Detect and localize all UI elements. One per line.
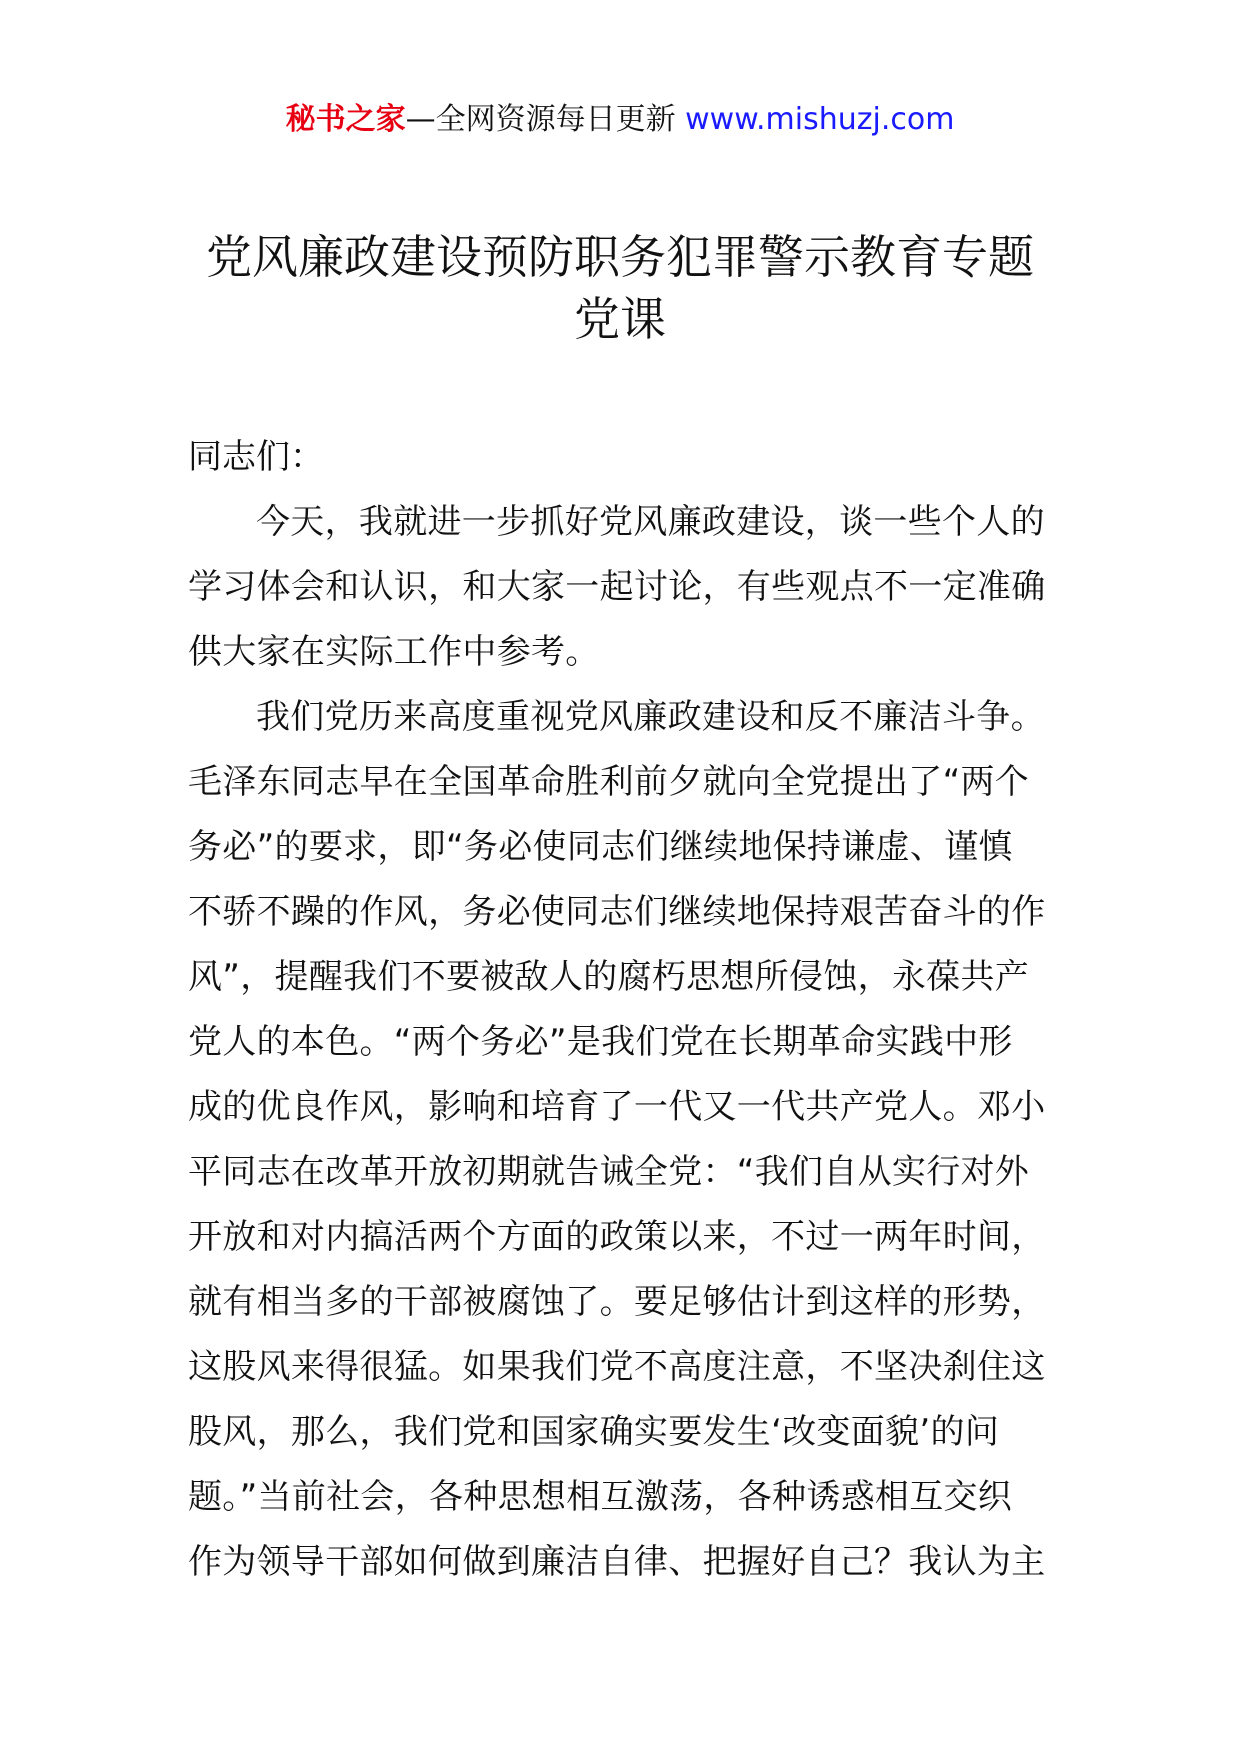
title-line-2: 党课 — [574, 292, 666, 346]
paragraph-line: 题。”当前社会，各种思想相互激荡，各种诱惑相互交织 — [188, 1477, 1013, 1517]
paragraph-line: 学习体会和认识，和大家一起讨论，有些观点不一定准确 — [188, 567, 1046, 607]
paragraph-line: 开放和对内搞活两个方面的政策以来，不过一两年时间， — [188, 1217, 1046, 1257]
site-header — [0, 100, 1240, 140]
paragraph-line: 股风，那么，我们党和国家确实要发生‘改变面貌’的问 — [188, 1412, 1000, 1452]
paragraph-line: 平同志在改革开放初期就告诫全党：“我们自从实行对外 — [188, 1152, 1030, 1192]
title-line-1: 党风廉政建设预防职务犯罪警示教育专题 — [206, 230, 1034, 284]
document-body — [188, 425, 1058, 1595]
paragraph-line: 供大家在实际工作中参考。 — [188, 632, 600, 672]
paragraph-line: 成的优良作风，影响和培育了一代又一代共产党人。邓小 — [188, 1087, 1046, 1127]
paragraph-line: 我们党历来高度重视党风廉政建设和反不廉洁斗争。 — [256, 697, 1045, 737]
paragraph-line: 党人的本色。“两个务必”是我们党在长期革命实践中形 — [188, 1022, 1013, 1062]
site-brand: 秘书之家 — [285, 102, 406, 137]
paragraph-line: 风”，提醒我们不要被敌人的腐朽思想所侵蚀，永葆共产 — [188, 957, 1030, 997]
paragraph-line: 不骄不躁的作风，务必使同志们继续地保持艰苦奋斗的作 — [188, 892, 1046, 932]
site-tagline: —全网资源每日更新 — [405, 102, 676, 137]
site-url-link[interactable]: www.mishuzj.com — [685, 102, 955, 137]
paragraph-line: 作为领导干部如何做到廉洁自律、把握好自己？我认为主 — [188, 1542, 1046, 1582]
paragraph-line: 就有相当多的干部被腐蚀了。要足够估计到这样的形势， — [188, 1282, 1046, 1322]
paragraph-line: 务必”的要求，即“务必使同志们继续地保持谦虚、谨慎 — [188, 827, 1013, 867]
paragraph-line: 毛泽东同志早在全国革命胜利前夕就向全党提出了“两个 — [188, 762, 1030, 802]
salutation: 同志们： — [188, 437, 324, 477]
paragraph-line: 今天，我就进一步抓好党风廉政建设，谈一些个人的 — [256, 502, 1045, 542]
paragraph-2 — [188, 685, 1058, 1595]
paragraph-1 — [188, 490, 1058, 685]
document-title — [150, 226, 1090, 350]
paragraph-line: 这股风来得很猛。如果我们党不高度注意，不坚决刹住这 — [188, 1347, 1046, 1387]
